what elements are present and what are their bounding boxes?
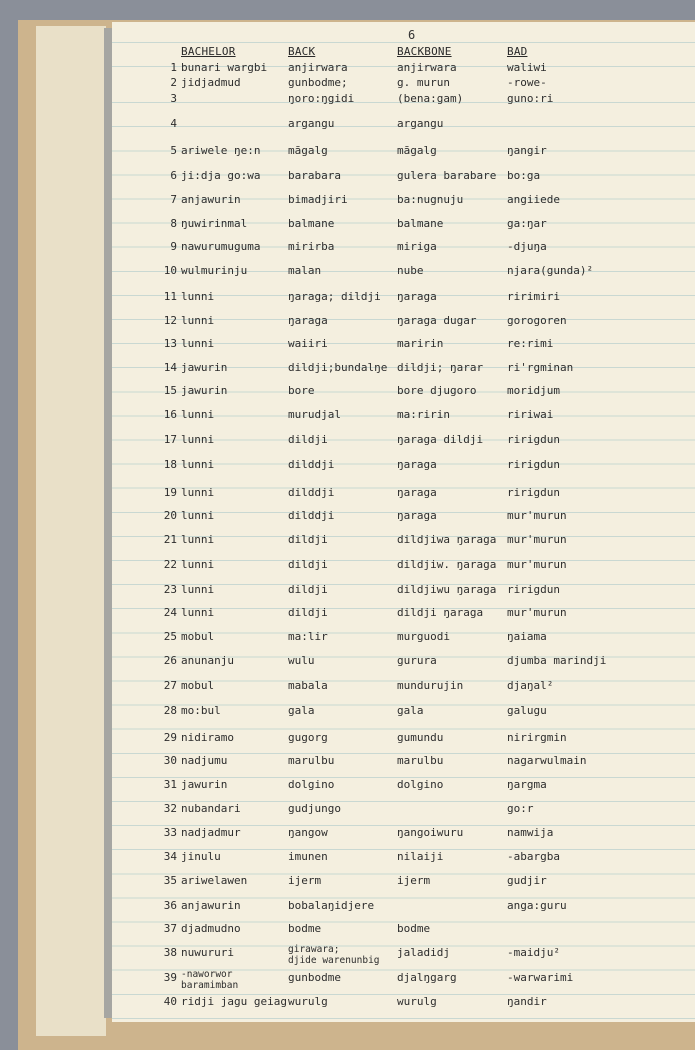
backbone-word: dolgino	[397, 778, 444, 791]
entry-number: 34	[163, 850, 177, 863]
bad-word: -maidju²	[507, 946, 560, 959]
entry-number: 40	[163, 995, 177, 1008]
bad-word: gorogoren	[507, 314, 567, 327]
back-word: dildji	[288, 558, 328, 571]
back-word: malan	[288, 264, 322, 277]
backbone-word: dildji; ŋarar	[397, 361, 484, 374]
backbone-word: djalŋgarg	[397, 971, 457, 984]
back-word: bore	[288, 384, 315, 397]
backbone-word: ijerm	[397, 874, 431, 887]
back-word: dilddji	[288, 486, 335, 499]
bad-word: ririgdun	[507, 486, 560, 499]
column-header-back: BACK	[288, 45, 316, 58]
entry-number: 4	[170, 117, 177, 130]
back-word: marulbu	[288, 754, 335, 767]
entry-number: 18	[163, 458, 177, 471]
bachelor-word: lunni	[181, 533, 215, 546]
back-word: ŋangow	[288, 826, 328, 839]
bad-word: mur'murun	[507, 606, 567, 619]
bad-word: ririwai	[507, 408, 554, 421]
bachelor-word: bunari wargbi	[181, 61, 268, 74]
table-row	[0, 826, 695, 848]
entry-number: 7	[170, 193, 177, 206]
table-row	[0, 778, 695, 800]
table-row	[0, 754, 695, 776]
bachelor-word: ji:dja go:wa	[181, 169, 261, 182]
backbone-word: ŋaraga	[397, 458, 437, 471]
bad-word: re:rimi	[507, 337, 554, 350]
backbone-word: ŋangoiwuru	[397, 826, 464, 839]
back-word: mirirba	[288, 240, 335, 253]
table-row	[0, 433, 695, 455]
bad-word: nirirgmin	[507, 731, 567, 744]
bachelor-word: lunni	[181, 337, 215, 350]
bad-word: -abargba	[507, 850, 560, 863]
bachelor-word: lunni	[181, 408, 215, 421]
bachelor-word: jinulu	[181, 850, 221, 863]
table-row	[0, 408, 695, 430]
table-row	[0, 290, 695, 312]
bachelor-word: -naworwor	[181, 969, 233, 980]
entry-number: 32	[163, 802, 177, 815]
backbone-word: dildjiwa ŋaraga	[397, 533, 497, 546]
bachelor-word: jawurin	[181, 361, 228, 374]
entry-number: 27	[163, 679, 177, 692]
backbone-word: ŋaraga	[397, 509, 437, 522]
entry-number: 11	[163, 290, 177, 303]
entry-number: 1	[170, 61, 177, 74]
bad-word: ga:ŋar	[507, 217, 547, 230]
bachelor-word: mo:bul	[181, 704, 221, 717]
bachelor-word: nadjumu	[181, 754, 228, 767]
table-row	[0, 995, 695, 1017]
backbone-word: anjirwara	[397, 61, 457, 74]
bachelor-word: wulmurinju	[181, 264, 248, 277]
bachelor-word: lunni	[181, 583, 215, 596]
table-row	[0, 486, 695, 508]
back-word: māgalg	[288, 144, 328, 157]
bachelor-word: lunni	[181, 290, 215, 303]
bachelor-word: lunni	[181, 606, 215, 619]
entry-number: 12	[163, 314, 177, 327]
bad-word: mur'murun	[507, 509, 567, 522]
entry-number: 2	[170, 76, 177, 89]
table-row	[0, 899, 695, 921]
back-word: dilddji	[288, 509, 335, 522]
bachelor-word: nidiramo	[181, 731, 234, 744]
entry-number: 38	[163, 946, 177, 959]
table-row	[0, 946, 695, 968]
entry-number: 29	[163, 731, 177, 744]
back-word: dildji	[288, 583, 328, 596]
entry-number: 20	[163, 509, 177, 522]
bad-word: djaŋal²	[507, 679, 554, 692]
table-row	[0, 850, 695, 872]
bad-word: mur'murun	[507, 533, 567, 546]
bad-word: guno:ri	[507, 92, 554, 105]
back-word: gunbodme;	[288, 76, 348, 89]
table-row	[0, 509, 695, 531]
entry-number: 33	[163, 826, 177, 839]
backbone-word: gumundu	[397, 731, 444, 744]
bachelor-word: djadmudno	[181, 922, 241, 935]
bad-word: galugu	[507, 704, 547, 717]
bachelor-word: lunni	[181, 509, 215, 522]
table-row	[0, 583, 695, 605]
back-word: dildji	[288, 433, 328, 446]
table-row	[0, 361, 695, 383]
bad-word: go:r	[507, 802, 534, 815]
table-row	[0, 654, 695, 676]
bad-word: ririgdun	[507, 583, 560, 596]
back-word: dildji;bundalŋe	[288, 361, 388, 374]
backbone-word: wurulg	[397, 995, 437, 1008]
bachelor-word: anjawurin	[181, 193, 241, 206]
bachelor-word: jidjadmud	[181, 76, 241, 89]
bachelor-word: lunni	[181, 433, 215, 446]
backbone-word: dildjiw. ŋaraga	[397, 558, 497, 571]
back-word: imunen	[288, 850, 328, 863]
table-row	[0, 922, 695, 944]
entry-number: 9	[170, 240, 177, 253]
entry-number: 37	[163, 922, 177, 935]
entry-number: 10	[163, 264, 177, 277]
entry-number: 30	[163, 754, 177, 767]
backbone-word: balmane	[397, 217, 444, 230]
entry-number: 6	[170, 169, 177, 182]
table-row	[0, 264, 695, 286]
entry-number: 21	[163, 533, 177, 546]
bad-word: ririmiri	[507, 290, 560, 303]
back-word: anjirwara	[288, 61, 348, 74]
bachelor-word: jawurin	[181, 384, 228, 397]
bachelor-word: lunni	[181, 314, 215, 327]
bad-word: ririgdun	[507, 458, 560, 471]
entry-number: 22	[163, 558, 177, 571]
bachelor-word: nuwururi	[181, 946, 234, 959]
page-number: 6	[408, 28, 416, 42]
back-word: waiiri	[288, 337, 328, 350]
backbone-word: māgalg	[397, 144, 437, 157]
entry-number: 28	[163, 704, 177, 717]
entry-number: 17	[163, 433, 177, 446]
table-row	[0, 314, 695, 336]
table-row	[0, 679, 695, 701]
table-row	[0, 630, 695, 652]
bad-word: nagarwulmain	[507, 754, 587, 767]
backbone-word: ŋaraga dildji	[397, 433, 484, 446]
backbone-word: argangu	[397, 117, 444, 130]
entry-number: 14	[163, 361, 177, 374]
entry-number: 35	[163, 874, 177, 887]
bad-word: waliwi	[507, 61, 547, 74]
table-row	[0, 971, 695, 993]
back-word: ŋaraga; dildji	[288, 290, 381, 303]
bachelor-word: mobul	[181, 630, 215, 643]
table-row	[0, 217, 695, 239]
back-word: ma:lir	[288, 630, 328, 643]
backbone-word: gurura	[397, 654, 437, 667]
bad-word: -djuŋa	[507, 240, 547, 253]
bad-word: -warwarimi	[507, 971, 574, 984]
entry-number: 23	[163, 583, 177, 596]
bad-word: ririgdun	[507, 433, 560, 446]
back-word: girawara;	[288, 944, 340, 955]
backbone-word: miriga	[397, 240, 437, 253]
back-word: bodme	[288, 922, 322, 935]
backbone-word: dildjiwu ŋaraga	[397, 583, 497, 596]
entry-number: 8	[170, 217, 177, 230]
entry-number: 3	[170, 92, 177, 105]
back-word: murudjal	[288, 408, 341, 421]
entry-number: 24	[163, 606, 177, 619]
bad-word: ri'rgminan	[507, 361, 574, 374]
table-row	[0, 802, 695, 824]
back-word: bobalaŋidjere	[288, 899, 375, 912]
backbone-word: mundurujin	[397, 679, 464, 692]
backbone-word: bore djugoro	[397, 384, 477, 397]
table-row	[0, 117, 695, 139]
back-word: dolgino	[288, 778, 335, 791]
back-word: wulu	[288, 654, 315, 667]
entry-number: 13	[163, 337, 177, 350]
bachelor-word: nubandari	[181, 802, 241, 815]
backbone-word: ŋaraga	[397, 290, 437, 303]
backbone-word: gulera barabare	[397, 169, 497, 182]
bad-word: ŋaiama	[507, 630, 547, 643]
bachelor-word: mobul	[181, 679, 215, 692]
column-header-backbone: BACKBONE	[397, 45, 452, 58]
column-header-bachelor: BACHELOR	[181, 45, 236, 58]
backbone-word: g. murun	[397, 76, 450, 89]
back-word: gala	[288, 704, 315, 717]
bad-word: ŋandir	[507, 995, 547, 1008]
table-row	[0, 533, 695, 555]
back-word: argangu	[288, 117, 335, 130]
backbone-word: jaladidj	[397, 946, 450, 959]
table-row	[0, 874, 695, 896]
back-word: balmane	[288, 217, 335, 230]
bachelor-word: ariwele ŋe:n	[181, 144, 261, 157]
entry-number: 16	[163, 408, 177, 421]
bad-word: gudjir	[507, 874, 547, 887]
back-word: dilddji	[288, 458, 335, 471]
table-row	[0, 193, 695, 215]
table-row	[0, 169, 695, 191]
bachelor-word: lunni	[181, 486, 215, 499]
backbone-word: marulbu	[397, 754, 444, 767]
entry-number: 36	[163, 899, 177, 912]
back-word: barabara	[288, 169, 341, 182]
bad-word: moridjum	[507, 384, 560, 397]
bad-word: namwija	[507, 826, 554, 839]
entry-number: 26	[163, 654, 177, 667]
entry-number: 5	[170, 144, 177, 157]
back-word: ŋoro:ŋgidi	[288, 92, 355, 105]
bad-word: njara(gunda)²	[507, 264, 594, 277]
backbone-word: ŋaraga dugar	[397, 314, 477, 327]
bad-word: mur'murun	[507, 558, 567, 571]
back-word: gudjungo	[288, 802, 341, 815]
bachelor-word: nadjadmur	[181, 826, 241, 839]
bachelor-word: lunni	[181, 558, 215, 571]
table-row	[0, 606, 695, 628]
back-word: dildji	[288, 533, 328, 546]
backbone-word: murguodi	[397, 630, 450, 643]
back-word: ijerm	[288, 874, 322, 887]
entry-number: 19	[163, 486, 177, 499]
bachelor-word: anunanju	[181, 654, 234, 667]
backbone-word: nube	[397, 264, 424, 277]
table-row	[0, 92, 695, 114]
entry-number: 31	[163, 778, 177, 791]
column-header-bad: BAD	[507, 45, 528, 58]
entry-number: 25	[163, 630, 177, 643]
bachelor-word: ariwelawen	[181, 874, 248, 887]
table-row	[0, 731, 695, 753]
table-row	[0, 558, 695, 580]
bachelor-word-continued: baramimban	[181, 980, 239, 991]
bad-word: anga:guru	[507, 899, 567, 912]
back-word: gunbodme	[288, 971, 341, 984]
backbone-word: nilaiji	[397, 850, 444, 863]
table-row	[0, 384, 695, 406]
back-word: mabala	[288, 679, 328, 692]
bad-word: bo:ga	[507, 169, 541, 182]
bachelor-word: anjawurin	[181, 899, 241, 912]
back-word: ŋaraga	[288, 314, 328, 327]
table-row	[0, 144, 695, 166]
table-row	[0, 240, 695, 262]
back-word: dildji	[288, 606, 328, 619]
back-word: gugorg	[288, 731, 328, 744]
backbone-word: ŋaraga	[397, 486, 437, 499]
table-row	[0, 458, 695, 480]
backbone-word: (bena:gam)	[397, 92, 464, 105]
back-word-continued: djide warenunbig	[288, 955, 380, 966]
backbone-word: dildji ŋaraga	[397, 606, 484, 619]
bachelor-word: nawurumuguma	[181, 240, 261, 253]
backbone-word: maririn	[397, 337, 444, 350]
table-row	[0, 704, 695, 726]
bachelor-word: ridji jagu geiag	[181, 995, 287, 1008]
back-word: bimadjiri	[288, 193, 348, 206]
bad-word: djumba marindji	[507, 654, 607, 667]
bachelor-word: jawurin	[181, 778, 228, 791]
bachelor-word: lunni	[181, 458, 215, 471]
backbone-word: ba:nugnuju	[397, 193, 464, 206]
bad-word: ŋangir	[507, 144, 547, 157]
bad-word: ŋargma	[507, 778, 547, 791]
backbone-word: gala	[397, 704, 424, 717]
entry-number: 15	[163, 384, 177, 397]
bad-word: -rowe-	[507, 76, 547, 89]
backbone-word: bodme	[397, 922, 431, 935]
table-row	[0, 337, 695, 359]
bachelor-word: ŋuwirinmal	[181, 217, 248, 230]
bad-word: angiiede	[507, 193, 560, 206]
backbone-word: ma:ririn	[397, 408, 450, 421]
entry-number: 39	[163, 971, 177, 984]
back-word: wurulg	[288, 995, 328, 1008]
